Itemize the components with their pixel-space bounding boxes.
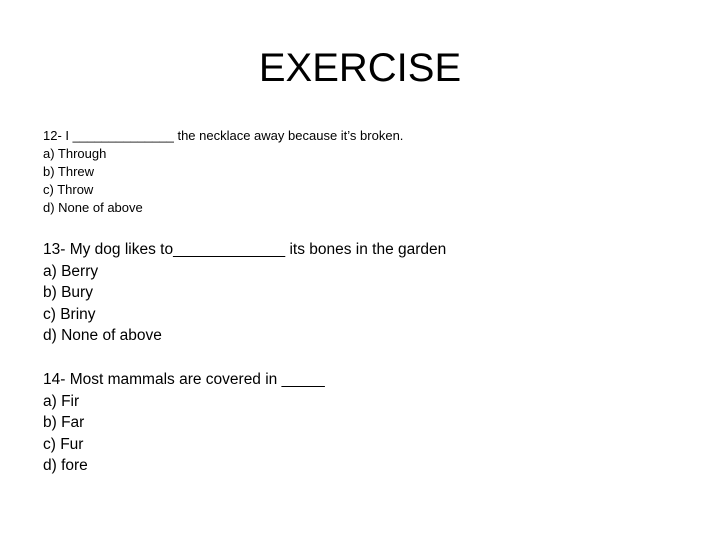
answer-option: d) fore (43, 457, 88, 475)
answer-option: c) Fur (43, 435, 84, 453)
answer-option: b) Bury (43, 284, 93, 302)
answer-option: a) Berry (43, 262, 99, 280)
answer-option: b) Threw (43, 164, 95, 179)
question-13 (43, 239, 446, 347)
question-prompt: 12- I ______________ the necklace away because it’s broken. (43, 128, 404, 143)
slide-title: EXERCISE (258, 46, 462, 90)
answer-option: c) Briny (43, 305, 96, 323)
question-12 (43, 127, 403, 217)
answer-option: a) Fir (43, 392, 80, 410)
answer-option: c) Throw (43, 182, 94, 197)
answer-option: b) Far (43, 414, 85, 432)
answer-option: a) Through (43, 146, 107, 161)
answer-option: d) None of above (43, 200, 143, 215)
question-14 (43, 369, 325, 477)
question-prompt: 14- Most mammals are covered in _____ (43, 371, 325, 388)
question-prompt: 13- My dog likes to_____________ its bones in the garden (43, 241, 447, 258)
answer-option: d) None of above (43, 327, 162, 345)
